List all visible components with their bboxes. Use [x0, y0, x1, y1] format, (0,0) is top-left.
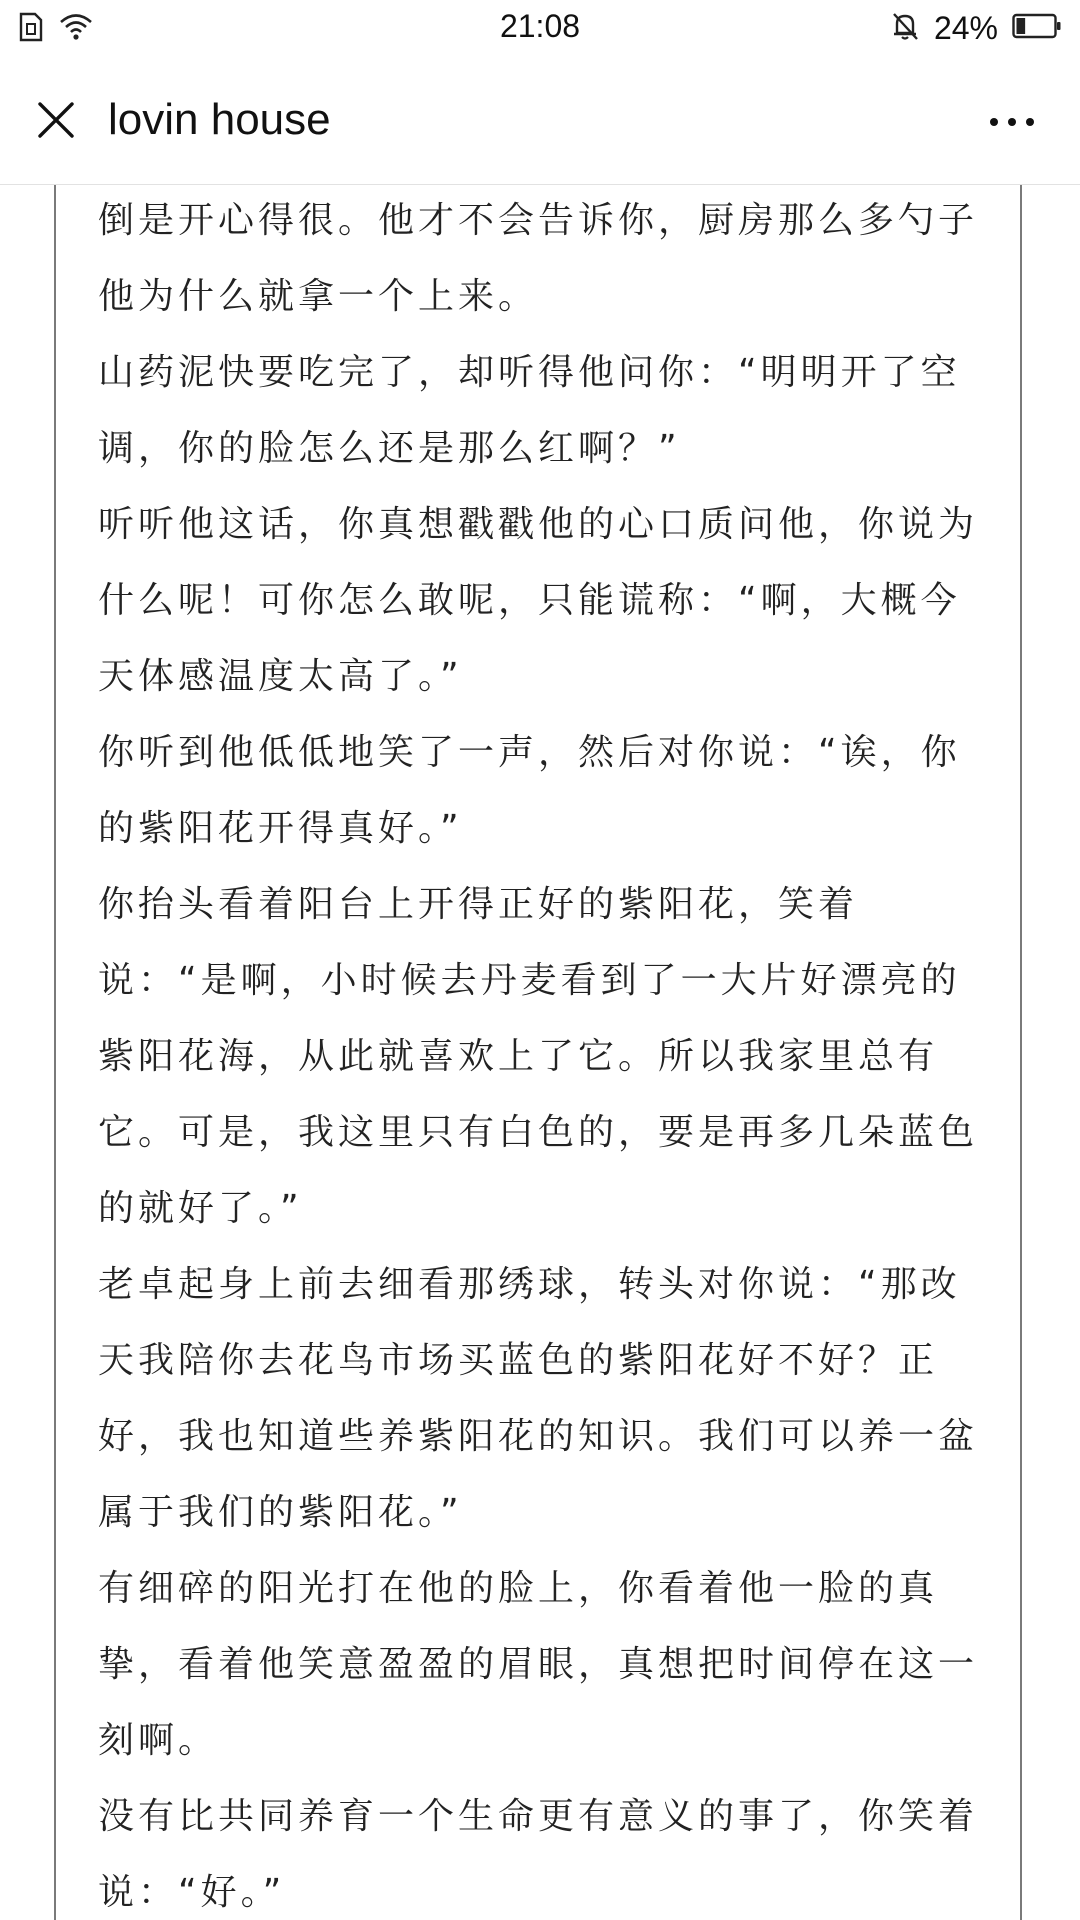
article-paragraph: 你听到他低低地笑了一声，然后对你说：“诶，你的紫阳花开得真好。” — [98, 732, 961, 849]
more-dots-icon — [1008, 118, 1016, 126]
article-paragraph: 有细碎的阳光打在他的脸上，你看着他一脸的真挚，看着他笑意盈盈的眉眼，真想把时间停在这一刻啊。 — [98, 1568, 979, 1761]
article-paragraph: 听听他这话，你真想戳戳他的心口质问他，你说为什么呢！可你怎么敢呢，只能谎称：“啊，大概今天体感温度太高了。” — [98, 504, 979, 697]
more-button[interactable] — [972, 94, 1052, 150]
article-paragraph: 老卓起身上前去细看那绣球，转头对你说：“那改天我陪你去花鸟市场买蓝色的紫阳花好不好？正好，我也知道些养紫阳花的知识。我们可以养一盆属于我们的紫阳花。” — [98, 1264, 979, 1533]
article-body — [98, 185, 978, 1920]
article-paragraph: 山药泥快要吃完了，却听得他问你：“明明开了空调，你的脸怎么还是那么红啊？” — [98, 352, 961, 469]
battery-icon — [1012, 13, 1062, 43]
article-paragraph: 倒是开心得很。他才不会告诉你，厨房那么多勺子他为什么就拿一个上来。 — [98, 200, 979, 317]
article-frame[interactable] — [54, 185, 1022, 1920]
more-dots-icon — [1026, 118, 1034, 126]
status-right-icons — [890, 10, 1062, 46]
article-paragraph: 没有比共同养育一个生命更有意义的事了，你笑着说：“好。” — [98, 1796, 979, 1913]
close-icon — [36, 100, 76, 144]
mute-bell-icon — [890, 10, 920, 46]
battery-percent: 24% — [933, 9, 998, 46]
close-button[interactable] — [28, 94, 84, 150]
status-bar — [0, 0, 1080, 58]
page-title: lovin house — [108, 95, 331, 144]
nav-bar — [0, 58, 1080, 185]
article-paragraph: 你抬头看着阳台上开得正好的紫阳花，笑着说：“是啊，小时候去丹麦看到了一大片好漂亮的紫阳花海，从此就喜欢上了它。所以我家里总有它。可是，我这里只有白色的，要是再多几朵蓝色的就好了。” — [98, 884, 979, 1229]
more-dots-icon — [990, 118, 998, 126]
status-time: 21:08 — [499, 8, 581, 44]
